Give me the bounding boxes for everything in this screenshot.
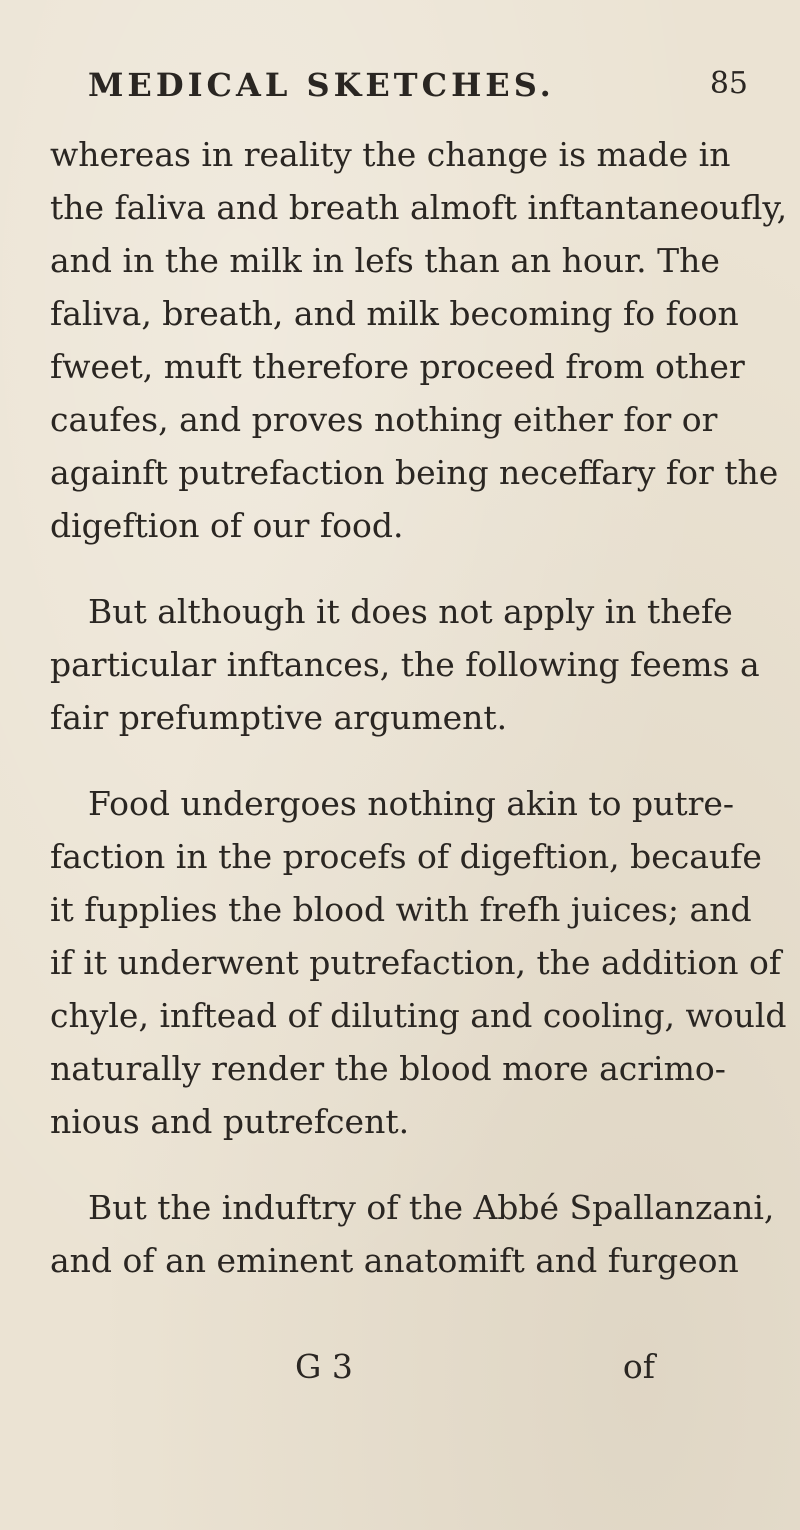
catchword: of — [622, 1347, 655, 1386]
paragraph-1 — [50, 128, 788, 552]
paragraph-spacer — [50, 552, 655, 585]
text-line: particular inftances, the following feems a — [50, 645, 760, 684]
text-line: chyle, inftead of diluting and cooling, would — [50, 996, 787, 1035]
text-line: But although it does not apply in thefe — [88, 592, 733, 631]
text-line: it fupplies the blood with frefh juices; and — [50, 890, 752, 929]
text-line: againft putrefaction being neceffary for the — [50, 453, 779, 492]
text-line: if it underwent putrefaction, the addition of — [50, 943, 782, 982]
text-line: the faliva and breath almoft inftantaneoufly, — [50, 188, 788, 227]
text-line: nious and putrefcent. — [50, 1102, 410, 1141]
page-footer — [50, 1340, 655, 1393]
text-line: fweet, muft therefore proceed from other — [50, 347, 745, 386]
text-line: digeftion of our food. — [50, 506, 404, 545]
paragraph-3 — [50, 777, 787, 1148]
text-line: Food undergoes nothing akin to putre- — [88, 784, 735, 823]
text-line: faction in the procefs of digeftion, becaufe — [50, 837, 762, 876]
paragraph-spacer — [50, 1148, 655, 1181]
body-text — [50, 128, 788, 1287]
paragraph-spacer — [50, 744, 655, 777]
paragraph-2 — [50, 585, 760, 744]
signature-mark: G 3 — [295, 1347, 353, 1386]
text-line: fair prefumptive argument. — [50, 698, 508, 737]
text-line: and of an eminent anatomift and furgeon — [50, 1241, 739, 1280]
text-line: faliva, breath, and milk becoming fo foon — [50, 294, 739, 333]
running-title: MEDICAL SKETCHES. — [88, 66, 555, 104]
text-line: and in the milk in lefs than an hour. The — [50, 241, 720, 280]
paragraph-4 — [50, 1181, 775, 1287]
text-line: whereas in reality the change is made in — [50, 135, 731, 174]
page-header — [88, 66, 748, 116]
text-line: naturally render the blood more acrimo- — [50, 1049, 726, 1088]
text-line: caufes, and proves nothing either for or — [50, 400, 718, 439]
page-number: 85 — [709, 66, 748, 101]
text-line: But the induftry of the Abbé Spallanzani, — [88, 1188, 775, 1227]
